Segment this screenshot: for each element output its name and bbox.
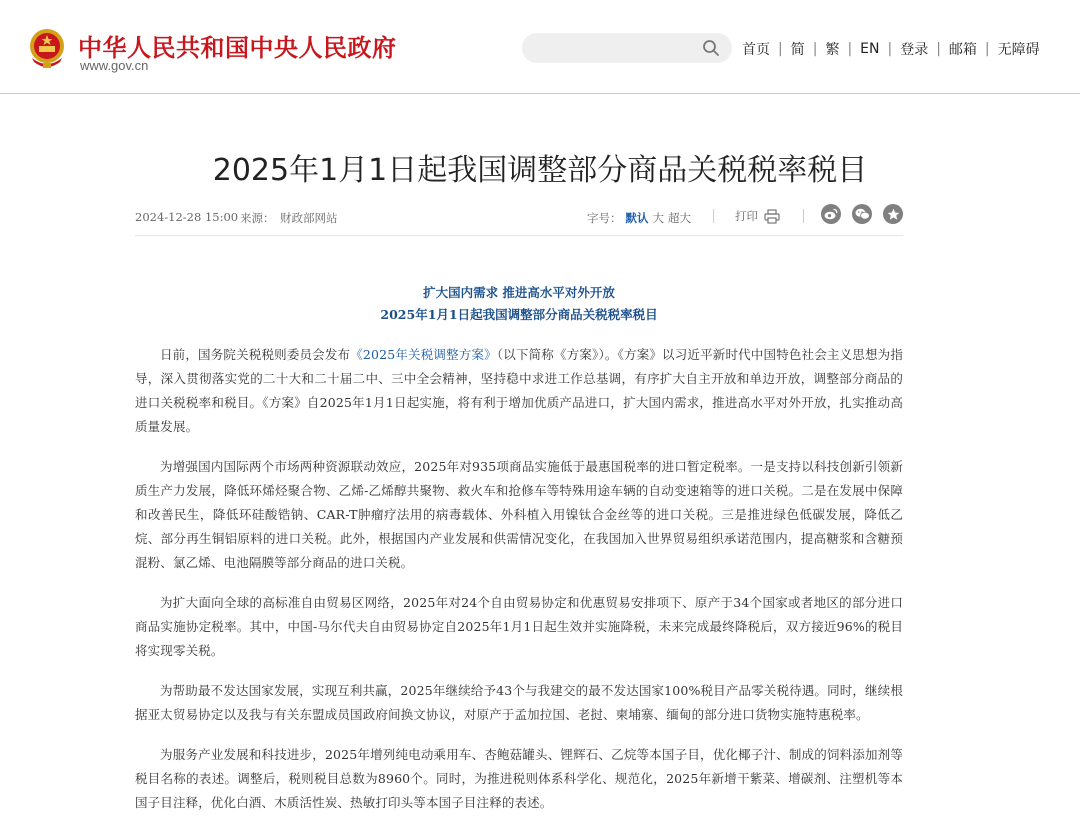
national-emblem-icon[interactable] [26,26,68,70]
search-box [522,33,732,63]
paragraph-text: （以下简称《方案》）。《方案》以习近平新时代中国特色社会主义思想为指导，深入贯彻落实党的二十大和二十届二中、三中全会精神，坚持稳中求进工作总基调，有序扩大自主开放和单边开放，调整部分商品的进口关税税率和税目。《方案》自2025年1月1日起实施，将有利于增加优质产品进口，扩大国内需求，推进高水平对外开放，扎实推动高质量发展。 [135,347,903,434]
wechat-share-button[interactable] [852,204,872,224]
site-domain: www.gov.cn [80,58,149,73]
article-subheading: 扩大国内需求 推进高水平对外开放 [423,285,615,300]
article-meta [135,208,903,236]
nav-login-link[interactable]: 登录 [900,42,929,58]
article-title: 2025年1月1日起我国调整部分商品关税税率税目 [212,153,868,188]
nav-separator: | [778,41,783,57]
paragraph: 为服务产业发展和科技进步，2025年增列纯电动乘用车、杏鲍菇罐头、锂辉石、乙烷等本国子目，优化椰子汁、制成的饲料添加剂等税目名称的表述。调整后，税则税目总数为8960个。同时，为推进税则体系科学化、规范化，2025年新增干紫菜、增碳剂、注塑机等本国子目注释，优化白酒、木质活性炭、热敏打印头等本国子目注释的表述。 [135,747,903,810]
search-icon[interactable] [702,39,720,57]
tariff-plan-link[interactable]: 《2025年关税调整方案》 [350,347,497,362]
weibo-icon [824,208,838,220]
print-button[interactable] [735,208,780,224]
site-header [0,0,1080,94]
paragraph: 为帮助最不发达国家发展，实现互利共赢，2025年继续给予43个与我建交的最不发达国家100%税目产品零关税待遇。同时，继续根据亚太贸易协定以及我与有关东盟成员国政府间换文协议，对原产于孟加拉国、老挝、柬埔寨、缅甸的部分进口货物实施特惠税率。 [135,683,903,722]
search-input[interactable] [536,37,696,59]
meta-divider [803,209,804,223]
share-buttons [821,204,903,224]
paragraph [135,343,903,439]
nav-separator: | [984,41,990,57]
font-size-large-option[interactable]: 大 [652,211,664,225]
paragraph: 为扩大面向全球的高标准自由贸易区网络，2025年对24个自由贸易协定和优惠贸易安排项下、原产于34个国家或者地区的部分进口商品实施协定税率。其中，中国-马尔代夫自由贸易协定自2025年1月1日起生效并实施降税，未来完成最终降税后，双方接近96%的税目将实现零关税。 [135,595,903,658]
nav-separator: | [887,41,893,57]
source-name: 财政部网站 [280,211,338,225]
weibo-share-button[interactable] [821,204,841,224]
qzone-share-button[interactable] [883,204,903,224]
publish-date: 2024-12-28 15:00 [135,210,239,224]
nav-separator: | [812,41,818,57]
nav-home-link[interactable]: 首页 [742,42,770,58]
site-title[interactable]: 中华人民共和国中央人民政府 [78,34,397,62]
font-size-xlarge-option[interactable]: 超大 [668,211,691,225]
top-nav [742,39,1040,59]
star-icon [887,208,900,221]
wechat-icon [855,208,870,220]
article-subheading: 2025年1月1日起我国调整部分商品关税税率税目 [380,307,658,322]
nav-english-link[interactable]: EN [860,41,880,57]
paragraph: 为增强国内国际两个市场两种资源联动效应，2025年对935项商品实施低于最惠国税率的进口暂定税率。一是支持以科技创新引领新质生产力发展，降低环烯烃聚合物、乙烯-乙烯醇共聚物、救火车和抢修车等特殊用途车辆的自动变速箱等的进口关税。二是在发展中保障和改善民生，降低环硅酸锆钠、CAR-T肿瘤疗法用的病毒载体、外科植入用镍钛合金丝等的进口关税。三是推进绿色低碳发展，降低乙烷、部分再生铜铝原料的进口关税。此外，根据国内产业发展和供需情况变化，在我国加入世界贸易组织承诺范围内，提高糖浆和含糖预混粉、氯乙烯、电池隔膜等部分商品的进口关税。 [135,459,903,570]
paragraph-text: 日前，国务院关税税则委员会发布 [160,347,351,362]
font-size-switcher [587,210,691,226]
print-label: 打印 [735,209,758,223]
nav-mail-link[interactable]: 邮箱 [948,42,977,58]
article-body [135,282,903,831]
nav-separator: | [936,41,941,57]
source-label: 来源： [240,211,275,225]
nav-accessibility-link[interactable]: 无障碍 [997,42,1040,58]
nav-simplified-link[interactable]: 简 [790,42,805,58]
font-size-label: 字号： [587,211,622,225]
meta-divider [713,209,714,223]
nav-traditional-link[interactable]: 繁 [825,42,840,58]
font-size-default-option[interactable]: 默认 [625,211,649,225]
nav-separator: | [847,41,853,57]
printer-icon [764,209,780,224]
